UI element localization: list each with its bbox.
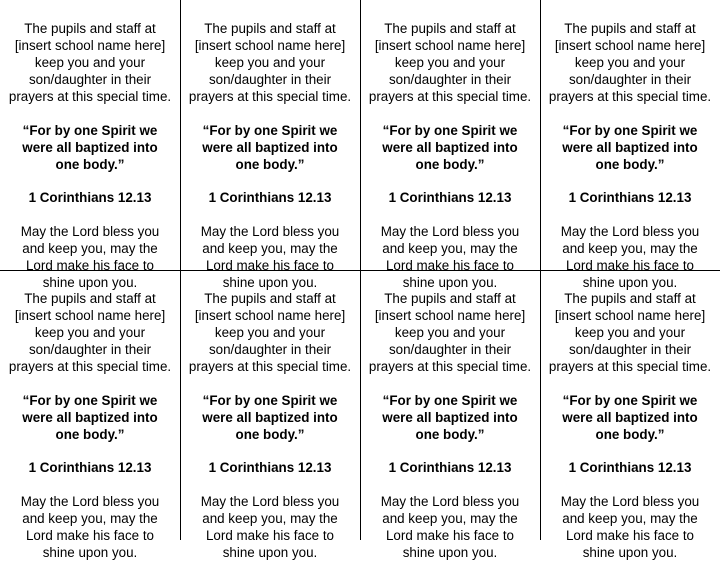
verse-line: one body.” <box>595 157 665 172</box>
blessing-line: shine upon you. <box>222 545 318 560</box>
blessing-line: and keep you, may the <box>382 241 518 256</box>
intro-line: [insert school name here] <box>194 38 346 53</box>
intro-line: son/daughter in their <box>208 342 332 357</box>
blessing-line: and keep you, may the <box>202 241 338 256</box>
prayer-card <box>360 290 540 561</box>
blessing-line: Lord make his face to <box>25 258 155 273</box>
blessing-line: shine upon you. <box>42 275 138 290</box>
blessing-line: May the Lord bless you <box>200 494 340 509</box>
card-intro <box>540 290 720 375</box>
card-intro <box>360 290 540 375</box>
intro-line: son/daughter in their <box>28 342 152 357</box>
blessing-line: and keep you, may the <box>562 241 698 256</box>
blessing <box>0 493 180 561</box>
intro-line: [insert school name here] <box>14 308 166 323</box>
verse-line: were all baptized into <box>382 140 518 155</box>
prayer-card <box>180 290 360 561</box>
verse-reference: 1 Corinthians 12.13 <box>568 190 692 205</box>
bible-verse <box>180 122 360 173</box>
blessing-line: May the Lord bless you <box>20 494 160 509</box>
bible-verse <box>0 122 180 173</box>
intro-line: keep you and your <box>34 55 146 70</box>
verse-line: one body.” <box>55 427 125 442</box>
verse-line: “For by one Spirit we <box>202 393 338 408</box>
blessing <box>360 223 540 291</box>
blessing-line: Lord make his face to <box>25 528 155 543</box>
intro-line: keep you and your <box>574 325 686 340</box>
verse-reference: 1 Corinthians 12.13 <box>568 460 692 475</box>
bible-verse <box>360 392 540 443</box>
intro-line: son/daughter in their <box>208 72 332 87</box>
blessing-line: May the Lord bless you <box>20 224 160 239</box>
blessing <box>0 223 180 291</box>
verse-reference: 1 Corinthians 12.13 <box>28 460 152 475</box>
intro-line: keep you and your <box>34 325 146 340</box>
blessing-line: and keep you, may the <box>382 511 518 526</box>
intro-line: The pupils and staff at <box>204 291 336 306</box>
verse-reference: 1 Corinthians 12.13 <box>388 460 512 475</box>
verse-reference: 1 Corinthians 12.13 <box>388 190 512 205</box>
blessing-line: shine upon you. <box>402 545 498 560</box>
verse-line: “For by one Spirit we <box>22 393 158 408</box>
verse-line: were all baptized into <box>202 410 338 425</box>
card-intro <box>180 290 360 375</box>
intro-line: keep you and your <box>214 55 326 70</box>
blessing-line: shine upon you. <box>582 275 678 290</box>
intro-line: The pupils and staff at <box>24 291 156 306</box>
blessing <box>360 493 540 561</box>
card-intro <box>0 20 180 105</box>
bible-verse <box>0 392 180 443</box>
verse-reference: 1 Corinthians 12.13 <box>208 190 332 205</box>
blessing-line: May the Lord bless you <box>560 494 700 509</box>
verse-line: were all baptized into <box>22 140 158 155</box>
bible-verse <box>360 122 540 173</box>
intro-line: prayers at this special time. <box>368 359 532 374</box>
verse-reference: 1 Corinthians 12.13 <box>28 190 152 205</box>
blessing-line: May the Lord bless you <box>200 224 340 239</box>
intro-line: The pupils and staff at <box>24 21 156 36</box>
blessing-line: Lord make his face to <box>385 258 515 273</box>
intro-line: [insert school name here] <box>374 38 526 53</box>
intro-line: [insert school name here] <box>374 308 526 323</box>
verse-line: “For by one Spirit we <box>562 393 698 408</box>
intro-line: keep you and your <box>394 55 506 70</box>
intro-line: The pupils and staff at <box>204 21 336 36</box>
blessing-line: shine upon you. <box>402 275 498 290</box>
intro-line: prayers at this special time. <box>368 89 532 104</box>
verse-line: “For by one Spirit we <box>382 123 518 138</box>
blessing-line: Lord make his face to <box>565 258 695 273</box>
prayer-card <box>540 20 720 291</box>
blessing-line: May the Lord bless you <box>380 494 520 509</box>
prayer-card <box>540 290 720 561</box>
intro-line: son/daughter in their <box>568 72 692 87</box>
blessing-line: Lord make his face to <box>565 528 695 543</box>
bible-verse <box>180 392 360 443</box>
verse-line: one body.” <box>235 427 305 442</box>
intro-line: son/daughter in their <box>568 342 692 357</box>
intro-line: [insert school name here] <box>14 38 166 53</box>
intro-line: prayers at this special time. <box>8 89 172 104</box>
blessing-line: and keep you, may the <box>202 511 338 526</box>
intro-line: [insert school name here] <box>554 38 706 53</box>
verse-line: “For by one Spirit we <box>562 123 698 138</box>
intro-line: prayers at this special time. <box>188 89 352 104</box>
intro-line: The pupils and staff at <box>384 21 516 36</box>
verse-line: “For by one Spirit we <box>382 393 518 408</box>
intro-line: prayers at this special time. <box>548 359 712 374</box>
blessing <box>180 493 360 561</box>
verse-line: one body.” <box>55 157 125 172</box>
verse-line: were all baptized into <box>562 410 698 425</box>
verse-line: “For by one Spirit we <box>22 123 158 138</box>
blessing-line: May the Lord bless you <box>560 224 700 239</box>
intro-line: The pupils and staff at <box>564 291 696 306</box>
intro-line: [insert school name here] <box>554 308 706 323</box>
card-intro <box>0 290 180 375</box>
blessing-line: shine upon you. <box>222 275 318 290</box>
verse-reference: 1 Corinthians 12.13 <box>208 460 332 475</box>
blessing-line: Lord make his face to <box>205 258 335 273</box>
intro-line: keep you and your <box>574 55 686 70</box>
blessing-line: May the Lord bless you <box>380 224 520 239</box>
intro-line: [insert school name here] <box>194 308 346 323</box>
verse-line: one body.” <box>415 157 485 172</box>
blessing <box>540 493 720 561</box>
blessing-line: and keep you, may the <box>562 511 698 526</box>
verse-line: “For by one Spirit we <box>202 123 338 138</box>
verse-line: were all baptized into <box>382 410 518 425</box>
verse-line: were all baptized into <box>562 140 698 155</box>
intro-line: The pupils and staff at <box>384 291 516 306</box>
intro-line: prayers at this special time. <box>188 359 352 374</box>
verse-line: one body.” <box>235 157 305 172</box>
verse-line: one body.” <box>415 427 485 442</box>
intro-line: son/daughter in their <box>388 342 512 357</box>
intro-line: son/daughter in their <box>388 72 512 87</box>
blessing-line: and keep you, may the <box>22 241 158 256</box>
intro-line: prayers at this special time. <box>548 89 712 104</box>
verse-line: one body.” <box>595 427 665 442</box>
intro-line: The pupils and staff at <box>564 21 696 36</box>
blessing-line: Lord make his face to <box>205 528 335 543</box>
verse-line: were all baptized into <box>22 410 158 425</box>
prayer-card <box>180 20 360 291</box>
blessing-line: shine upon you. <box>42 545 138 560</box>
intro-line: prayers at this special time. <box>8 359 172 374</box>
blessing-line: shine upon you. <box>582 545 678 560</box>
intro-line: son/daughter in their <box>28 72 152 87</box>
prayer-card <box>0 290 180 561</box>
blessing-line: Lord make his face to <box>385 528 515 543</box>
verse-line: were all baptized into <box>202 140 338 155</box>
blessing <box>180 223 360 291</box>
blessing <box>540 223 720 291</box>
prayer-card <box>0 20 180 291</box>
card-intro <box>360 20 540 105</box>
bible-verse <box>540 392 720 443</box>
card-intro <box>540 20 720 105</box>
bible-verse <box>540 122 720 173</box>
intro-line: keep you and your <box>394 325 506 340</box>
card-intro <box>180 20 360 105</box>
blessing-line: and keep you, may the <box>22 511 158 526</box>
intro-line: keep you and your <box>214 325 326 340</box>
prayer-card <box>360 20 540 291</box>
